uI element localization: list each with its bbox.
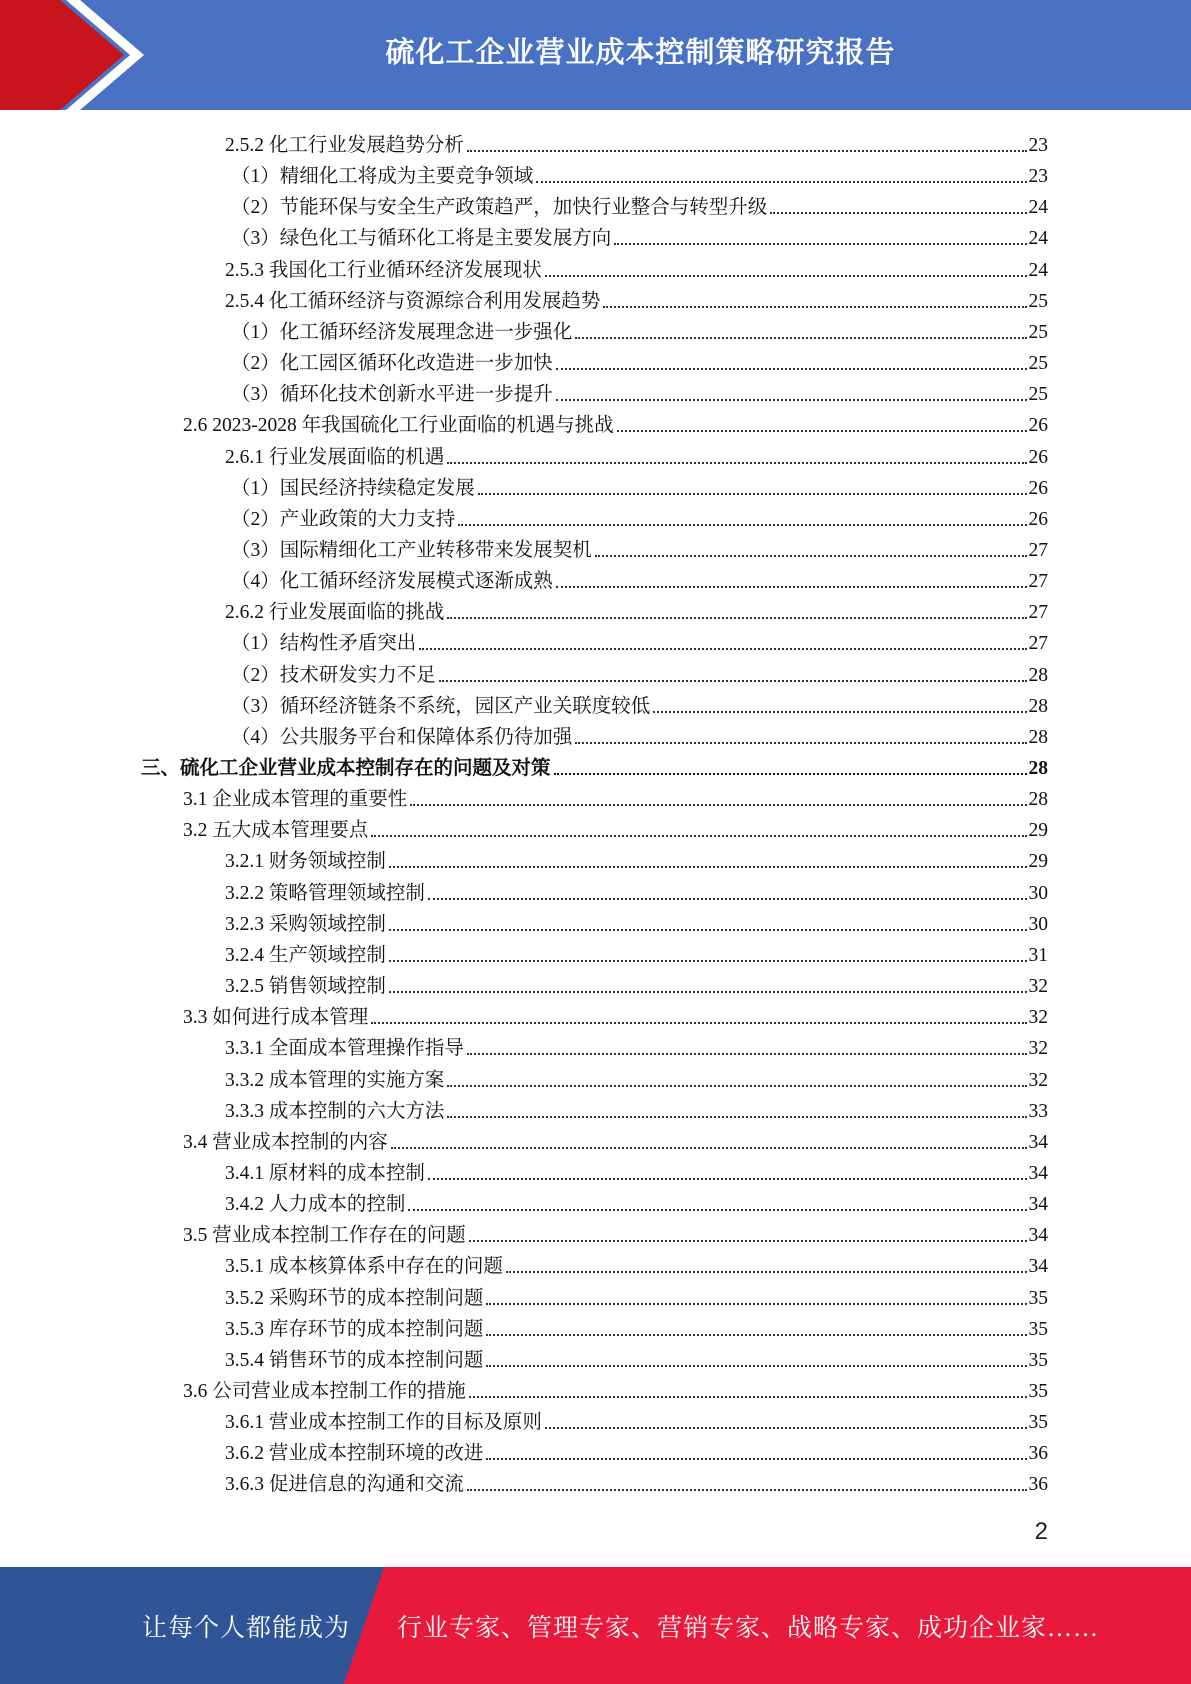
page-header	[0, 0, 1191, 110]
toc-entry-label: 3.4.1 原材料的成本控制	[225, 1162, 425, 1184]
toc-entry-page: 27	[1028, 633, 1048, 655]
toc-entry[interactable]	[225, 1062, 1048, 1093]
toc-entry[interactable]	[225, 283, 1048, 314]
toc-entry[interactable]	[231, 220, 1048, 251]
toc-entry-label: 3.2.1 财务领域控制	[225, 851, 386, 873]
toc-entry-label: 三、硫化工企业营业成本控制存在的问题及对策	[141, 758, 551, 779]
toc-entry-page: 34	[1028, 1256, 1048, 1278]
toc-entry-page: 33	[1028, 1100, 1048, 1122]
toc-entry-page: 24	[1028, 197, 1048, 219]
toc-entry-label: 3.2 五大成本管理要点	[183, 820, 369, 842]
toc-entry[interactable]	[225, 594, 1048, 625]
toc-entry-label: 3.2.5 销售领域控制	[225, 976, 386, 998]
toc-leader-dots	[389, 991, 1027, 993]
toc-entry-page: 29	[1028, 820, 1048, 842]
toc-entry-label: 3.5.1 成本核算体系中存在的问题	[225, 1256, 503, 1278]
toc-entry[interactable]	[231, 625, 1048, 656]
toc-entry[interactable]	[225, 1030, 1048, 1061]
toc-leader-dots	[447, 1085, 1026, 1087]
toc-entry[interactable]	[225, 875, 1048, 906]
toc-entry-page: 27	[1028, 571, 1048, 593]
toc-entry-label: 3.5.2 采购环节的成本控制问题	[225, 1287, 484, 1309]
toc-leader-dots	[486, 1334, 1026, 1336]
toc-leader-dots	[439, 680, 1027, 682]
toc-entry-label: 3.6 公司营业成本控制工作的措施	[183, 1381, 466, 1402]
toc-leader-dots	[428, 898, 1027, 900]
toc-leader-dots	[410, 804, 1026, 806]
toc-entry-label: 3.6.2 营业成本控制环境的改进	[225, 1443, 484, 1465]
toc-leader-dots	[545, 275, 1027, 277]
toc-entry[interactable]	[231, 314, 1048, 345]
toc-leader-dots	[467, 1489, 1027, 1491]
toc-entry-label: （1）国民经济持续稳定发展	[231, 477, 475, 499]
toc-leader-dots	[419, 648, 1026, 650]
toc-entry-label: 2.6.1 行业发展面临的机遇	[225, 446, 445, 468]
toc-entry-page: 35	[1028, 1287, 1048, 1309]
toc-entry[interactable]	[231, 657, 1048, 688]
toc-entry[interactable]	[183, 1124, 1048, 1155]
page-footer	[0, 1567, 1191, 1684]
toc-entry-label: （3）绿色化工与循环化工将是主要发展方向	[231, 228, 612, 250]
toc-entry-page: 28	[1028, 758, 1048, 779]
toc-leader-dots	[653, 711, 1026, 713]
toc-entry-label: 3.2.4 生产领域控制	[225, 944, 386, 966]
toc-entry[interactable]	[225, 127, 1048, 158]
toc-entry[interactable]	[225, 1311, 1048, 1342]
toc-entry-page: 23	[1028, 135, 1048, 156]
toc-entry-page: 26	[1028, 508, 1048, 530]
toc-leader-dots	[447, 617, 1026, 619]
toc-entry[interactable]	[225, 1186, 1048, 1217]
toc-entry-page: 27	[1028, 539, 1048, 561]
toc-leader-dots	[447, 462, 1026, 464]
toc-leader-dots	[389, 866, 1027, 868]
toc-entry-label: 3.3.1 全面成本管理操作指导	[225, 1038, 464, 1060]
toc-entry[interactable]	[231, 158, 1048, 189]
toc-entry-label: 2.5.2 化工行业发展趋势分析	[225, 135, 464, 156]
toc-entry-label: 3.6.1 营业成本控制工作的目标及原则	[225, 1412, 542, 1434]
chevron-logo-icon	[0, 0, 150, 110]
toc-entry-page: 35	[1028, 1318, 1048, 1340]
toc-entry[interactable]	[225, 1404, 1048, 1435]
toc-entry-label: 2.6.2 行业发展面临的挑战	[225, 602, 445, 624]
toc-entry-label: 2.5.4 化工循环经济与资源综合利用发展趋势	[225, 290, 601, 312]
page-number: 2	[1034, 1518, 1048, 1545]
toc-leader-dots	[467, 1053, 1027, 1055]
toc-entry-page: 27	[1028, 602, 1048, 624]
toc-entry-page: 35	[1028, 1349, 1048, 1371]
toc-entry-page: 25	[1028, 353, 1048, 375]
toc-leader-dots	[486, 1458, 1026, 1460]
toc-entry-label: 3.3.3 成本控制的六大方法	[225, 1100, 445, 1122]
toc-leader-dots	[770, 212, 1026, 214]
toc-entry[interactable]	[183, 781, 1048, 812]
toc-entry-label: 3.5.4 销售环节的成本控制问题	[225, 1349, 484, 1371]
toc-entry-page: 30	[1028, 882, 1048, 904]
footer-slogan-left: 让每个人都能成为	[142, 1614, 351, 1642]
toc-entry[interactable]	[183, 1217, 1048, 1248]
toc-entry[interactable]	[225, 968, 1048, 999]
toc-entry[interactable]	[225, 1093, 1048, 1124]
toc-entry-page: 25	[1028, 321, 1048, 343]
toc-leader-dots	[408, 1209, 1026, 1211]
toc-entry-page: 35	[1028, 1381, 1048, 1402]
toc-leader-dots	[371, 835, 1026, 837]
toc-entry-page: 25	[1028, 290, 1048, 312]
toc-leader-dots	[603, 306, 1026, 308]
toc-entry-page: 25	[1028, 384, 1048, 406]
toc-leader-dots	[575, 742, 1026, 744]
toc-entry-label: 2.6 2023-2028 年我国硫化工行业面临的机遇与挑战	[183, 415, 614, 437]
toc-leader-dots	[617, 430, 1027, 432]
toc-entry-label: 3.4 营业成本控制的内容	[183, 1131, 388, 1153]
toc-entry-label: （4）公共服务平台和保障体系仍待加强	[231, 726, 573, 748]
toc-entry[interactable]	[231, 376, 1048, 407]
toc-entry-page: 26	[1028, 477, 1048, 499]
toc-entry-page: 24	[1028, 228, 1048, 250]
toc-leader-dots	[389, 929, 1027, 931]
toc-entry-label: （2）节能环保与安全生产政策趋严，加快行业整合与转型升级	[231, 197, 768, 219]
toc-leader-dots	[536, 181, 1026, 183]
toc-entry-page: 28	[1028, 789, 1048, 811]
footer-slogan-right: 行业专家、管理专家、营销专家、战略专家、成功企业家……	[397, 1614, 1100, 1642]
toc-leader-dots	[371, 1022, 1026, 1024]
toc-entry-page: 23	[1028, 166, 1048, 188]
toc-entry-page: 31	[1028, 944, 1048, 966]
toc-entry-page: 26	[1028, 415, 1048, 437]
toc-leader-dots	[458, 524, 1026, 526]
toc-entry-label: 3.3 如何进行成本管理	[183, 1007, 369, 1029]
toc-entry-page: 30	[1028, 913, 1048, 935]
toc-leader-dots	[556, 368, 1027, 370]
toc-entry-page: 29	[1028, 851, 1048, 873]
toc-entry[interactable]	[231, 470, 1048, 501]
toc-entry[interactable]	[225, 843, 1048, 874]
toc-entry-page: 32	[1028, 1007, 1048, 1029]
toc-leader-dots	[506, 1271, 1027, 1273]
toc-leader-dots	[545, 1427, 1027, 1429]
toc-entry-page: 28	[1028, 726, 1048, 748]
report-title: 硫化工企业营业成本控制策略研究报告	[385, 36, 896, 69]
toc-entry[interactable]	[183, 812, 1048, 843]
toc-entry[interactable]	[225, 252, 1048, 283]
toc-leader-dots	[556, 586, 1027, 588]
toc-leader-dots	[486, 1303, 1026, 1305]
toc-entry-page: 34	[1028, 1225, 1048, 1247]
toc-entry[interactable]	[231, 719, 1048, 750]
toc-entry-page: 34	[1028, 1131, 1048, 1153]
toc-entry[interactable]	[225, 1155, 1048, 1186]
toc-entry[interactable]	[225, 937, 1048, 968]
toc-entry-label: 3.2.2 策略管理领域控制	[225, 882, 425, 904]
toc-leader-dots	[391, 1147, 1027, 1149]
toc-entry-page: 24	[1028, 259, 1048, 281]
toc-entry-label: （4）化工循环经济发展模式逐渐成熟	[231, 571, 553, 593]
toc-leader-dots	[478, 493, 1027, 495]
toc-entry[interactable]	[231, 563, 1048, 594]
toc-entry-page: 34	[1028, 1162, 1048, 1184]
toc-leader-dots	[614, 243, 1026, 245]
toc-entry[interactable]	[141, 750, 1048, 781]
toc-entry-label: （3）循环经济链条不系统，园区产业关联度较低	[231, 695, 651, 717]
toc-leader-dots	[575, 337, 1026, 339]
toc-leader-dots	[595, 555, 1027, 557]
toc-entry-label: 3.5.3 库存环节的成本控制问题	[225, 1318, 484, 1340]
toc-leader-dots	[389, 960, 1027, 962]
toc-entry[interactable]	[225, 1280, 1048, 1311]
toc-entry-page: 32	[1028, 976, 1048, 998]
toc-entry-label: 3.2.3 采购领域控制	[225, 913, 386, 935]
toc-entry[interactable]	[225, 1435, 1048, 1466]
toc-entry[interactable]	[231, 189, 1048, 220]
toc-entry[interactable]	[183, 407, 1048, 438]
toc-leader-dots	[428, 1178, 1027, 1180]
toc-entry-label: 3.6.3 促进信息的沟通和交流	[225, 1474, 464, 1496]
toc-entry[interactable]	[225, 1248, 1048, 1279]
toc-entry[interactable]	[225, 439, 1048, 470]
toc-entry[interactable]	[183, 1373, 1048, 1404]
toc-entry[interactable]	[225, 1342, 1048, 1373]
toc-leader-dots	[447, 1116, 1026, 1118]
toc-entry-label: （3）循环化技术创新水平进一步提升	[231, 384, 553, 406]
toc-entry-label: 3.4.2 人力成本的控制	[225, 1194, 406, 1216]
toc-entry-label: 3.1 企业成本管理的重要性	[183, 789, 408, 811]
toc-entry-page: 36	[1028, 1443, 1048, 1465]
toc-leader-dots	[467, 150, 1027, 152]
toc-entry[interactable]	[231, 532, 1048, 563]
toc-leader-dots	[554, 773, 1027, 775]
toc-entry[interactable]	[231, 688, 1048, 719]
toc-entry[interactable]	[225, 1466, 1048, 1497]
toc-entry-label: （1）精细化工将成为主要竞争领域	[231, 166, 534, 188]
toc-entry-label: （1）化工循环经济发展理念进一步强化	[231, 321, 573, 343]
toc-entry-page: 35	[1028, 1412, 1048, 1434]
toc-entry-page: 26	[1028, 446, 1048, 468]
toc-leader-dots	[486, 1365, 1026, 1367]
toc-entry-label: 2.5.3 我国化工行业循环经济发展现状	[225, 259, 542, 281]
toc-leader-dots	[556, 399, 1027, 401]
toc-entry-page: 34	[1028, 1194, 1048, 1216]
toc-entry[interactable]	[231, 501, 1048, 532]
toc-entry[interactable]	[225, 906, 1048, 937]
toc-entry-label: 3.5 营业成本控制工作存在的问题	[183, 1225, 466, 1247]
toc-entry-label: （2）化工园区循环化改造进一步加快	[231, 353, 553, 375]
toc-entry-page: 32	[1028, 1069, 1048, 1091]
toc-entry[interactable]	[183, 999, 1048, 1030]
toc-entry-label: （3）国际精细化工产业转移带来发展契机	[231, 539, 592, 561]
toc-entry-page: 32	[1028, 1038, 1048, 1060]
toc-entry-label: （2）技术研发实力不足	[231, 664, 436, 686]
toc-entry-page: 28	[1028, 664, 1048, 686]
toc-entry-label: 3.3.2 成本管理的实施方案	[225, 1069, 445, 1091]
toc-entry-page: 28	[1028, 695, 1048, 717]
toc-entry-page: 36	[1028, 1474, 1048, 1496]
toc-entry-label: （1）结构性矛盾突出	[231, 633, 417, 655]
toc-leader-dots	[469, 1396, 1027, 1398]
toc-entry[interactable]	[231, 345, 1048, 376]
toc-entry-label: （2）产业政策的大力支持	[231, 508, 456, 530]
toc-leader-dots	[469, 1240, 1027, 1242]
